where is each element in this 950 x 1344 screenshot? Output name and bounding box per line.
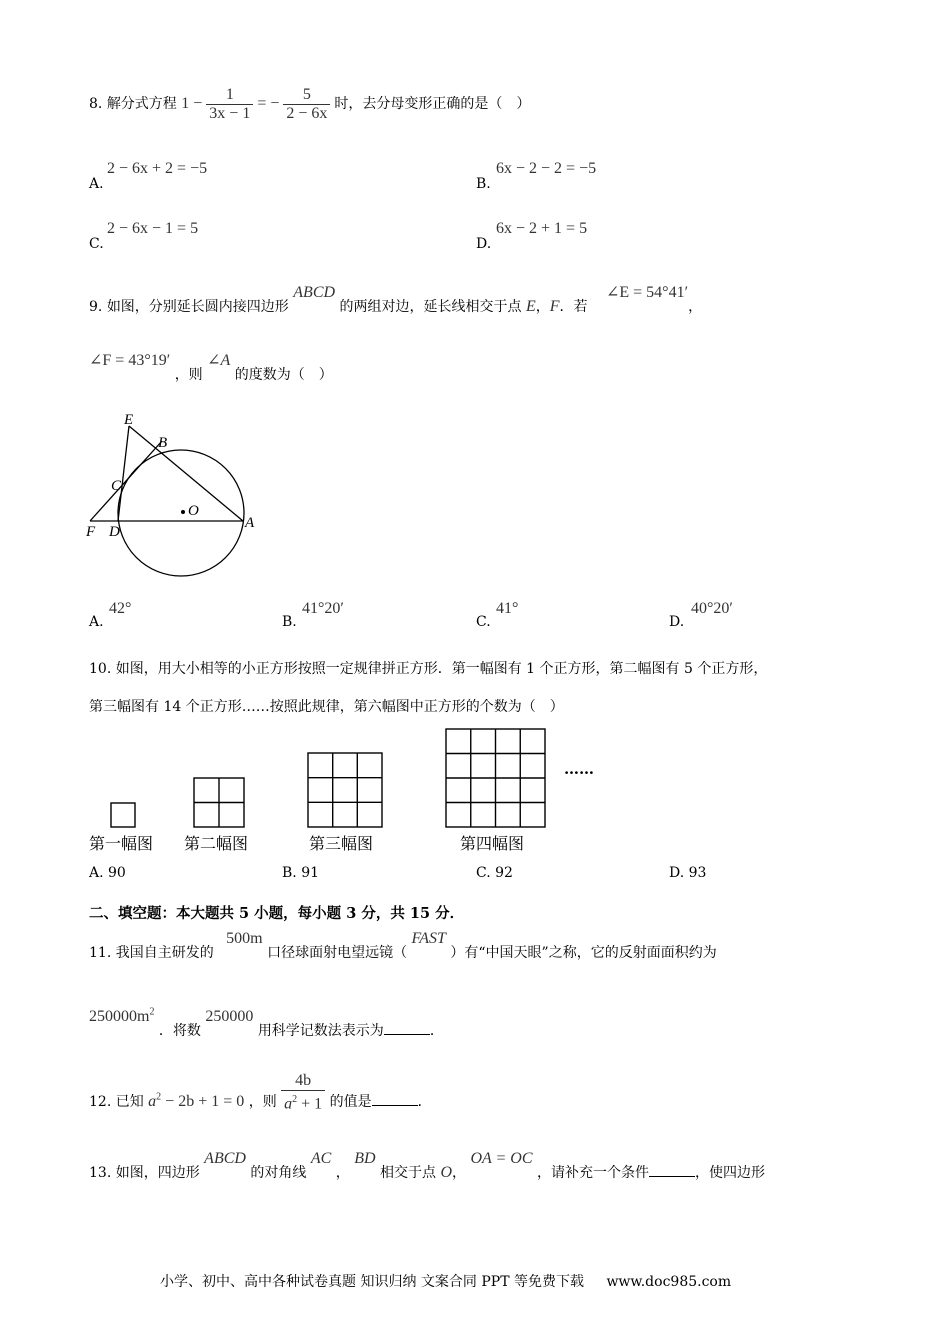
q9-number: 9. <box>89 299 103 315</box>
q10-figure-2 <box>193 777 245 828</box>
q9-line-ea <box>129 426 243 521</box>
q10-number: 10. <box>89 661 112 677</box>
q12-stem: 12. 已知 $a^2 - 2b + 1 = 0$ ，则 $\frac{4b}{a^2 + 1}$ 的值是 ． <box>89 1071 432 1112</box>
q10-caption-1: 第一幅图 <box>89 834 154 853</box>
q8-equation: 1 − $\frac{1}{3x - 1}$ = − $\frac{5}{2 - 6x}$ <box>181 95 334 112</box>
q8-option-b-letter: B. <box>476 176 491 192</box>
q9-stem-line2: ∠F = 43°19′ ，则 ∠A 的度数为（ ） <box>89 352 333 383</box>
q9-quad-label: ABCD <box>293 284 336 301</box>
q11-fast: FAST <box>411 930 446 947</box>
q9-stem-line1: 9. 如图，分别延长圆内接四边形 ABCD 的两组对边，延长线相交于点 E，F．若 ∠E = 54°41′， <box>89 284 703 315</box>
q12-fraction: $\frac{4b}{a^2 + 1}$ <box>281 1072 325 1113</box>
q10-option-a[interactable]: A. 90 <box>89 865 126 881</box>
q8-option-b-expr: 6x − 2 − 2 = −5 <box>496 160 597 177</box>
q8-stem <box>89 82 530 126</box>
q9-angle-e: ∠E = 54°41′ <box>605 284 689 301</box>
q8-fraction-2: $\frac{5}{2 - 6x}$ <box>283 86 330 123</box>
q13-quad-label: ABCD <box>204 1150 246 1167</box>
q9-label-b: B <box>158 435 168 451</box>
q12-equation: $a^2 - 2b + 1 = 0$ <box>148 1092 245 1111</box>
q10-ellipsis: …… <box>564 760 594 778</box>
q13-bd: BD <box>354 1150 376 1167</box>
q10-caption-3: 第三幅图 <box>309 834 374 853</box>
q10-option-b[interactable]: B. 91 <box>282 865 320 881</box>
q11-answer-blank[interactable] <box>384 1022 430 1035</box>
q10-figure-4 <box>445 728 546 828</box>
q10-figure-1 <box>110 802 136 828</box>
q8-text-before: 解分式方程 <box>106 96 177 112</box>
q13-ac: AC <box>310 1150 332 1167</box>
page-footer <box>160 1271 731 1291</box>
q10-option-c[interactable]: C. 92 <box>476 865 513 881</box>
q8-option-a-expr: 2 − 6x + 2 = −5 <box>107 160 208 177</box>
q12-number: 12. <box>89 1094 112 1111</box>
q8-text-after: 时，去分母变形正确的是（ ） <box>334 96 531 112</box>
q10-line1: 10. 如图，用大小相等的小正方形按照一定规律拼正方形．第一幅图有 1 个正方形，第二幅图有 5 个正方形， <box>89 661 768 677</box>
q10-figure-3 <box>307 752 383 828</box>
q11-line2: $250000m^2$ ．将数 250000 用科学记数法表示为 ． <box>89 1006 444 1039</box>
q9-label-a: A <box>245 515 255 531</box>
q9-label-f: F <box>86 524 96 540</box>
q13-equation: OA = OC <box>470 1150 533 1167</box>
q10-line2: 第三幅图有 14 个正方形……按照此规律，第六幅图中正方形的个数为（ ） <box>89 699 564 715</box>
q9-center-dot <box>181 510 185 514</box>
q10-caption-4: 第四幅图 <box>460 834 525 853</box>
q8-eq-int: 1 <box>181 95 190 112</box>
q13-answer-blank[interactable] <box>649 1164 695 1177</box>
q9-label-c: C <box>111 478 122 494</box>
section-2-heading: 二、填空题：本大题共 5 小题，每小题 3 分，共 15 分． <box>89 905 465 922</box>
q9-line-ed <box>118 426 129 521</box>
q8-option-d-expr: 6x − 2 + 1 = 5 <box>496 220 588 237</box>
q10-caption-2: 第二幅图 <box>184 834 249 853</box>
q12-answer-blank[interactable] <box>372 1093 418 1106</box>
q8-eq-equals: = − <box>257 95 280 112</box>
q10-option-d[interactable]: D. 93 <box>669 865 707 881</box>
q11-diameter: 500m <box>226 930 263 947</box>
q8-fraction-1: $\frac{1}{3x - 1}$ <box>206 86 253 123</box>
q8-option-c-letter: C. <box>89 236 104 252</box>
q8-option-a-letter: A. <box>89 176 104 192</box>
q9-label-e: E <box>124 412 134 428</box>
q11-line1: 11. 我国自主研发的 500m 口径球面射电望远镜（ FAST ）有“中国天眼”之称，它的反射面面积约为 <box>89 930 717 961</box>
q9-figure <box>80 405 280 580</box>
q8-option-c-expr: 2 − 6x − 1 = 5 <box>107 220 199 237</box>
q9-angle-a: ∠A <box>207 352 231 369</box>
q13-number: 13. <box>89 1165 112 1181</box>
q9-angle-f: ∠F = 43°19′ <box>89 352 171 369</box>
q8-option-d-letter: D. <box>476 236 492 252</box>
q11-number: 11. <box>89 945 112 961</box>
q9-label-o: O <box>188 503 199 519</box>
q13-stem: 13. 如图，四边形 ABCD 的对角线 AC ， BD 相交于点 O， OA = OC ，请补充一个条件 ，使四边形 <box>89 1150 765 1181</box>
q11-number-value: 250000 <box>205 1008 254 1025</box>
footer-text: 小学、初中、高中各种试卷真题 知识归纳 文案合同 PPT 等免费下载 <box>160 1274 584 1290</box>
q9-label-d: D <box>109 524 120 540</box>
q11-area: $250000m^2$ <box>89 1006 155 1025</box>
q8-number: 8. <box>89 96 103 112</box>
footer-url[interactable]: www.doc985.com <box>606 1274 732 1290</box>
